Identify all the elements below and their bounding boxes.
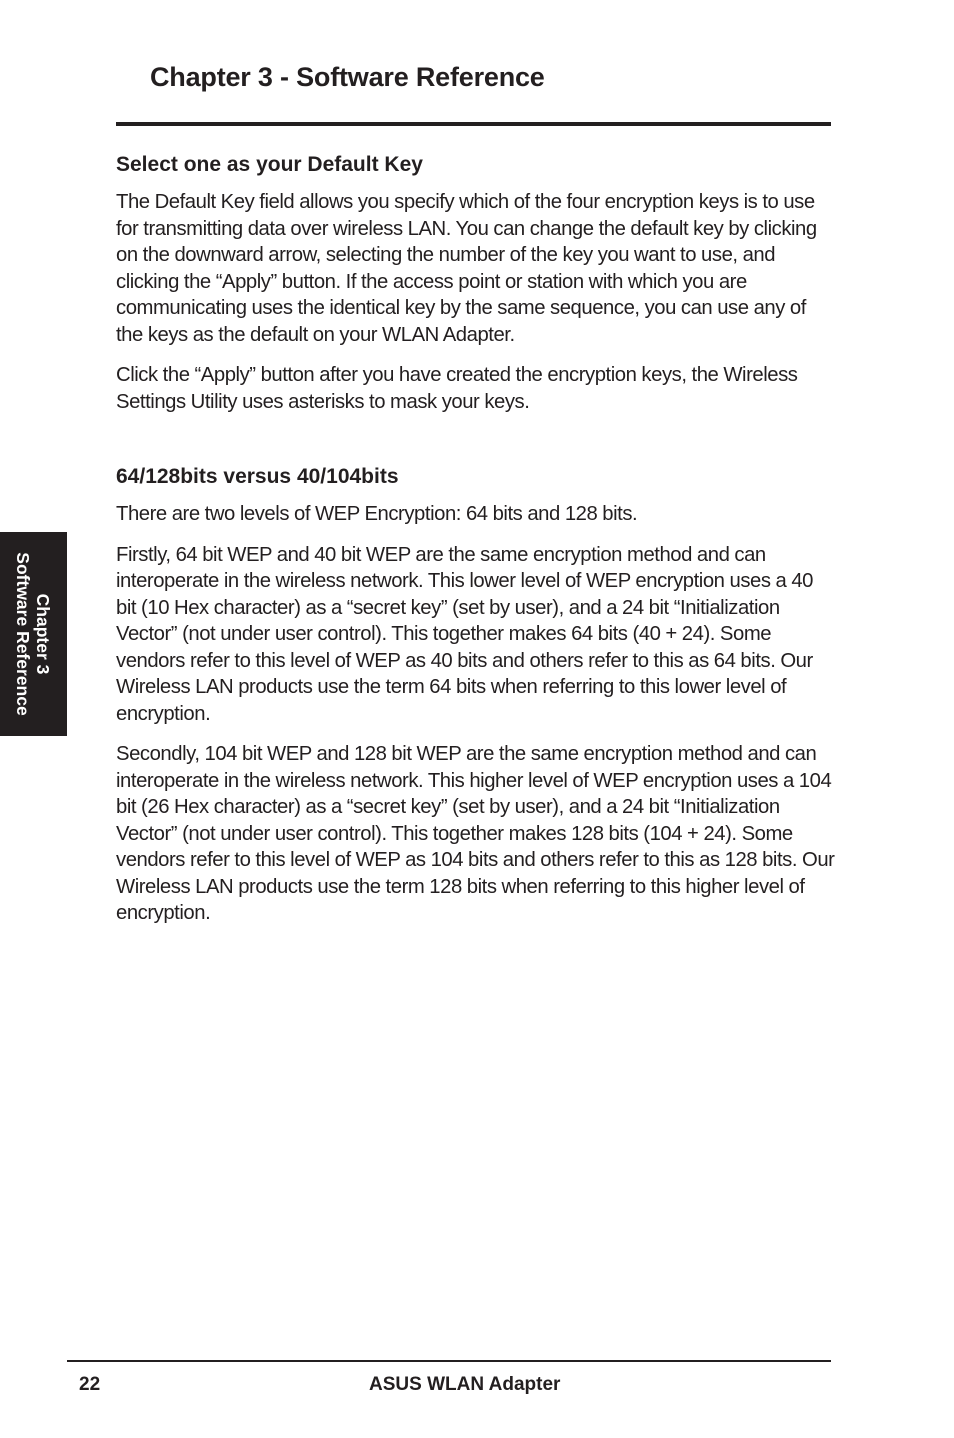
paragraph: There are two levels of WEP Encryption: 64 bits and 128 bits.: [116, 503, 638, 525]
paragraph: The Default Key field allows you specify which of the four encryption keys is to use for transmitting data over wireless LAN. You can change the default key by clicking on the downward arrow, selecting the number of the key you want to use, and clicking the “Apply” button. If the access point or station with which you are communicating uses the identical key by the same sequence, you can use any of the keys as the default on your WLAN Adapter.: [116, 191, 817, 346]
footer-divider: [67, 1360, 831, 1362]
footer-title: ASUS WLAN Adapter: [369, 1374, 561, 1395]
main-content: [116, 150, 836, 941]
side-tab-label: [13, 532, 53, 736]
page-number: 22: [79, 1374, 101, 1395]
page-title: Chapter 3 - Software Reference: [150, 62, 545, 92]
paragraph: Firstly, 64 bit WEP and 40 bit WEP are the same encryption method and can interoperate in the wireless network. This lower level of WEP encryption uses a 40 bit (10 Hex character) as a “secret key” (set by user), and a 24 bit “Initialization Vector” (not under user control). This together makes 64 bits (40 + 24). Some vendors refer to this level of WEP as 40 bits and others refer to this as 64 bits. Our Wireless LAN products use the term 64 bits when referring to this lower level of encryption.: [116, 543, 813, 725]
side-tab-section: Software Reference: [13, 552, 33, 716]
section-heading-default-key: Select one as your Default Key: [116, 153, 423, 176]
section-heading-wep-bits: 64/128bits versus 40/104bits: [116, 465, 399, 488]
header-divider: [116, 122, 831, 126]
chapter-side-tab: [0, 532, 67, 736]
paragraph: Secondly, 104 bit WEP and 128 bit WEP are the same encryption method and can interoperate in the wireless network. This higher level of WEP encryption uses a 104 bit (26 Hex character) as a “secret key” (set by user), and a 24 bit “Initialization Vector” (not under user control). This together makes 128 bits (104 + 24). Some vendors refer to this level of WEP as 104 bits and others refer to this as 128 bits. Our Wireless LAN products use the term 128 bits when referring to this higher level of encryption.: [116, 743, 835, 924]
paragraph: Click the “Apply” button after you have created the encryption keys, the Wireless Settings Utility uses asterisks to mask your keys.: [116, 364, 798, 413]
side-tab-chapter: Chapter 3: [33, 593, 53, 675]
